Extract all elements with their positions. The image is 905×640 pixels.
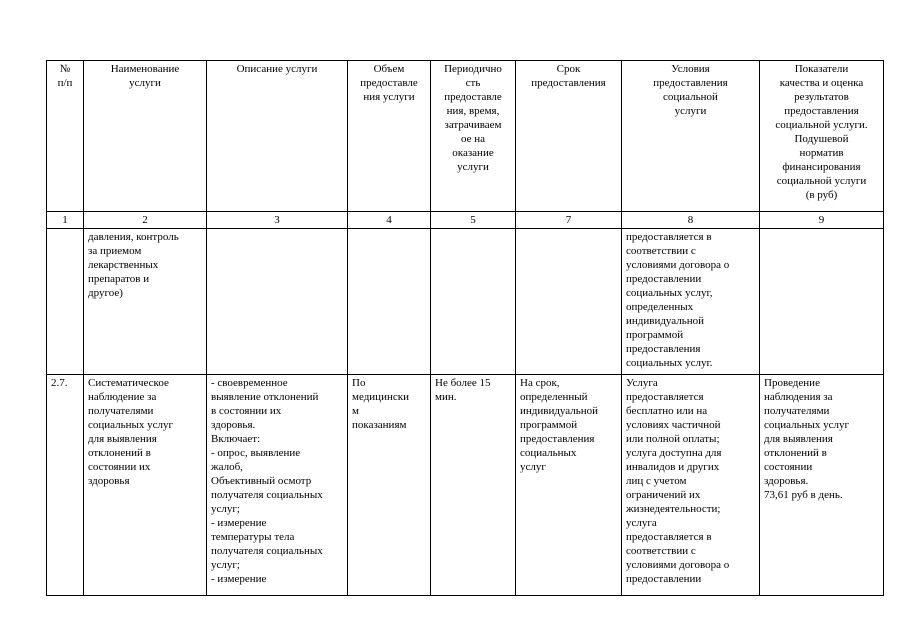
cell-line: Систематическое (88, 377, 169, 389)
cell-line: за приемом (88, 245, 142, 257)
cell-line: получателями (88, 405, 154, 417)
cell-conditions (622, 229, 760, 375)
table-row-continued (47, 229, 884, 375)
cell-line: социальных услуг (764, 419, 850, 431)
cell-term (516, 375, 622, 596)
cell-line: предоставляется (626, 391, 704, 403)
cell-line: качества и оценка (779, 77, 864, 89)
cell-line: в состоянии их (211, 405, 282, 417)
cell-line: ое на (460, 133, 486, 145)
cell-line: здоровья. (211, 419, 256, 431)
cell-line: предоставления (520, 433, 595, 445)
cell-line: здоровья (88, 475, 130, 487)
cell-line: Проведение (764, 377, 820, 389)
cell-line: ния, время, (446, 105, 500, 117)
cell-line: финансирования (782, 161, 861, 173)
cell-line: предоставле (360, 77, 418, 89)
cell-service-description (207, 375, 348, 596)
cell-line: индивидуальной (626, 315, 705, 327)
cell-periodicity (431, 375, 516, 596)
cell-line: 73,61 руб в день. (764, 489, 843, 501)
cell-line: Подушевой (794, 133, 849, 145)
cell-line: № (59, 63, 71, 75)
cell-line: услуги (457, 161, 489, 173)
cell-row-number: 2.7. (47, 375, 84, 596)
header-cell-quality (760, 61, 884, 212)
cell-line: - своевременное (211, 377, 288, 389)
cell-line: ния услуги (363, 91, 415, 103)
cell-service-name (84, 229, 207, 375)
cell-line: услуга (626, 517, 657, 529)
cell-line: Условия (671, 63, 710, 75)
cell-line: п/п (57, 77, 73, 89)
cell-line: - измерение (211, 573, 267, 585)
cell-line: предоставляется в (626, 231, 712, 243)
cell-line: предоставления (784, 105, 859, 117)
cell-line: другое) (88, 287, 123, 299)
cell-line: показаниям (352, 419, 407, 431)
cell-line: наблюдение за (88, 391, 157, 403)
cell-line: получателя социальных (211, 489, 323, 501)
cell-empty (207, 229, 348, 375)
cell-line: Объективный осмотр (211, 475, 312, 487)
cell-line: условиями договора о (626, 559, 730, 571)
cell-line: для выявления (88, 433, 157, 445)
cell-line: Услуга (626, 377, 658, 389)
cell-line: предоставляется в (626, 531, 712, 543)
cell-line: препаратов и (88, 273, 150, 285)
cell-line: услуг; (211, 559, 240, 571)
cell-line: - опрос, выявление (211, 447, 301, 459)
column-number-row (47, 212, 884, 229)
cell-line: условиями договора о (626, 259, 730, 271)
cell-line: услуга доступна для (626, 447, 722, 459)
header-cell-name (84, 61, 207, 212)
cell-line: температуры тела (211, 531, 295, 543)
cell-quality (760, 375, 884, 596)
cell-line: услуг; (211, 503, 240, 515)
services-table (46, 60, 884, 596)
cell-line: затрачиваем (444, 119, 502, 131)
cell-line: социальной услуги (776, 175, 867, 187)
cell-line: социальных (520, 447, 577, 459)
cell-empty (47, 229, 84, 375)
cell-line: лиц с учетом (626, 475, 687, 487)
cell-line: жалоб, (211, 461, 243, 473)
cell-line: социальной услуги. (775, 119, 868, 131)
cell-empty (760, 229, 884, 375)
cell-line: Показатели (794, 63, 849, 75)
cell-line: - измерение (211, 517, 267, 529)
cell-line: или полной оплаты; (626, 433, 720, 445)
cell-line: (в руб) (805, 189, 838, 201)
column-number: 1 (47, 212, 84, 229)
cell-line: предоставления (626, 343, 701, 355)
cell-line: Периодично (444, 63, 502, 75)
cell-line: лекарственных (88, 259, 159, 271)
cell-volume (348, 375, 431, 596)
cell-line: сть (465, 77, 481, 89)
cell-line: выявление отклонений (211, 391, 319, 403)
cell-line: давления, контроль (88, 231, 179, 243)
cell-line: По (352, 377, 366, 389)
cell-line: соответствии с (626, 545, 696, 557)
cell-line: предоставления (653, 77, 728, 89)
table-header-row (47, 61, 884, 212)
column-number: 2 (84, 212, 207, 229)
cell-line: предоставле (444, 91, 502, 103)
header-cell-periodicity (431, 61, 516, 212)
cell-line: На срок, (520, 377, 560, 389)
cell-line: Включает: (211, 433, 261, 445)
cell-line: отклонений в (88, 447, 151, 459)
cell-line: состоянии (764, 461, 813, 473)
header-cell-conditions (622, 61, 760, 212)
cell-line: социальных услуг (88, 419, 174, 431)
cell-empty (348, 229, 431, 375)
cell-line: социальных услуг. (626, 357, 713, 369)
cell-line: получателя социальных (211, 545, 323, 557)
header-cell-description (207, 61, 348, 212)
cell-line: Наименование (110, 63, 180, 75)
cell-line: инвалидов и других (626, 461, 720, 473)
cell-line: программой (626, 329, 684, 341)
cell-line: услуги (674, 105, 707, 117)
cell-line: норматив (799, 147, 844, 159)
cell-line: получателями (764, 405, 830, 417)
cell-line: определенных (626, 301, 694, 313)
column-number: 3 (207, 212, 348, 229)
column-number: 9 (760, 212, 884, 229)
column-number: 8 (622, 212, 760, 229)
cell-line: для выявления (764, 433, 833, 445)
cell-line: результатов (794, 91, 849, 103)
cell-line: здоровья. (764, 475, 809, 487)
cell-line: социальных услуг, (626, 287, 713, 299)
column-number: 5 (431, 212, 516, 229)
cell-line: индивидуальной (520, 405, 599, 417)
header-cell-term (516, 61, 622, 212)
cell-empty (431, 229, 516, 375)
cell-line: жизнедеятельности; (626, 503, 721, 515)
header-cell-volume (348, 61, 431, 212)
cell-line: соответствии с (626, 245, 696, 257)
cell-line: услуг (520, 461, 546, 473)
cell-line: м (352, 405, 359, 417)
cell-line: определенный (520, 391, 588, 403)
cell-line: услуги (129, 77, 161, 89)
cell-conditions (622, 375, 760, 596)
cell-line: Описание услуги (236, 63, 318, 75)
cell-line: отклонений в (764, 447, 827, 459)
column-number: 4 (348, 212, 431, 229)
cell-line: социальной (663, 91, 718, 103)
cell-line: программой (520, 419, 578, 431)
cell-service-name (84, 375, 207, 596)
cell-line: состоянии их (88, 461, 151, 473)
column-number: 7 (516, 212, 622, 229)
cell-line: Не более 15 (435, 377, 491, 389)
cell-line: Срок (556, 63, 581, 75)
cell-line: условиях частичной (626, 419, 721, 431)
cell-line: оказание (452, 147, 494, 159)
cell-line: предоставлении (626, 273, 702, 285)
header-cell-number (47, 61, 84, 212)
cell-line: бесплатно или на (626, 405, 708, 417)
cell-empty (516, 229, 622, 375)
cell-line: предоставления (531, 77, 606, 89)
cell-line: наблюдения за (764, 391, 833, 403)
cell-line: предоставлении (626, 573, 702, 585)
cell-line: ограничений их (626, 489, 701, 501)
cell-line: Объем (373, 63, 405, 75)
table-row-2-7 (47, 375, 884, 596)
cell-line: медицински (352, 391, 409, 403)
cell-line: мин. (435, 391, 457, 403)
